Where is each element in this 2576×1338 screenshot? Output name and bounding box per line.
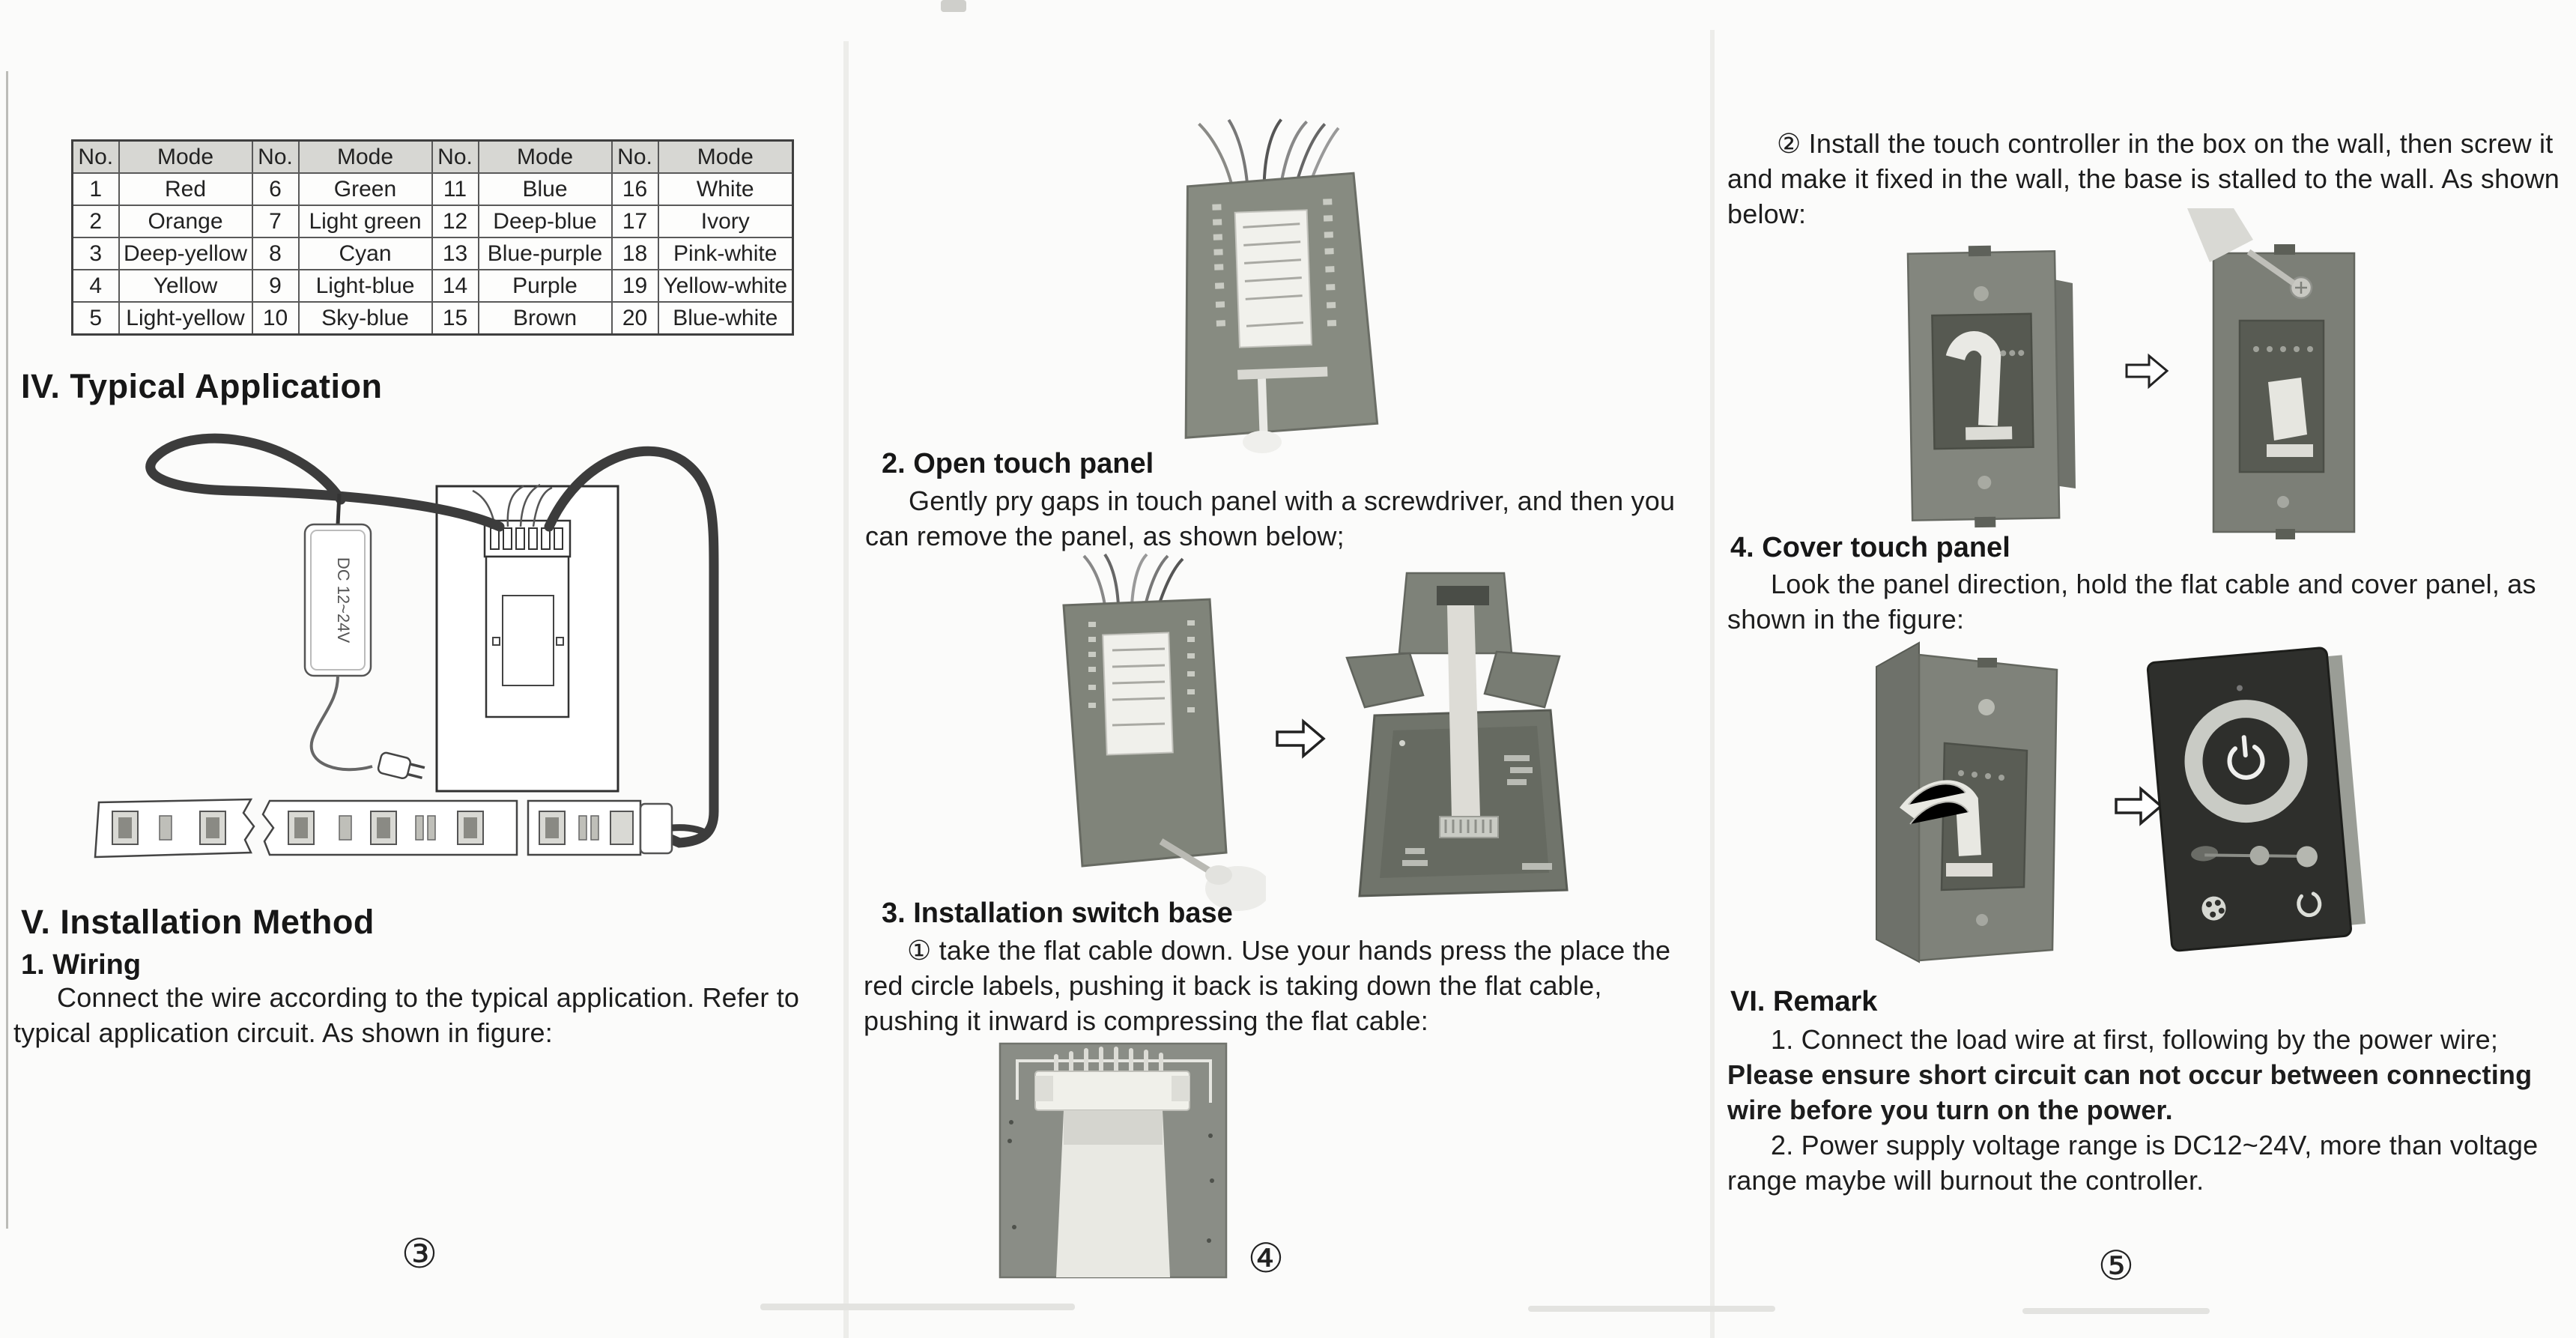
wiring-heading: 1. Wiring	[21, 949, 142, 981]
connector-pins	[1446, 820, 1491, 833]
photo-pry-panel	[1030, 553, 1266, 912]
cable-plug-end	[1243, 431, 1282, 453]
mode-table-cell: Pink-white	[658, 237, 793, 270]
mode-table-cell: Light-blue	[299, 270, 432, 302]
mode-table-cell: Red	[119, 173, 252, 205]
plate-tab-top	[2274, 244, 2295, 255]
screw-hole	[1399, 740, 1405, 746]
screw-hole-bottom	[1976, 914, 1988, 926]
mode-table-cell: 2	[73, 205, 119, 237]
photo-base-angled	[1865, 638, 2079, 975]
remark-heading: VI. Remark	[1730, 986, 1878, 1017]
mode-table-cell: Deep-yellow	[119, 237, 252, 270]
power-plug	[378, 751, 426, 783]
ribbon-shade	[1064, 1110, 1163, 1145]
mode-table-header-cell: No.	[612, 141, 658, 174]
remark-item-1: 1. Connect the load wire at first, following by the power wire;	[1771, 1024, 2499, 1055]
ribbon-connector	[1966, 426, 2012, 440]
table-header-row	[73, 141, 793, 174]
mode-table-cell: 15	[432, 302, 479, 335]
table-row	[73, 237, 793, 270]
page-number-3: ③	[401, 1230, 438, 1277]
page-4	[850, 0, 1712, 1338]
mode-table-cell: 20	[612, 302, 658, 335]
mode-table-cell: Sky-blue	[299, 302, 432, 335]
mode-table-cell: 7	[252, 205, 299, 237]
table-row	[73, 205, 793, 237]
mode-table-cell: Cyan	[299, 237, 432, 270]
screwdriver-handle	[1205, 865, 1232, 885]
mode-table-cell: Deep-blue	[479, 205, 612, 237]
mode-color-table	[71, 139, 794, 336]
mode-table-cell: 4	[73, 270, 119, 302]
lid-wing-left	[1347, 653, 1423, 707]
ribbon-connector	[2267, 444, 2313, 457]
page-number-5: ⑤	[2097, 1242, 2135, 1289]
cover-panel-paragraph: Look the panel direction, hold the flat cable and cover panel, as shown in the figure:	[1727, 569, 2536, 635]
remark-item-2: 2. Power supply voltage range is DC12~24V, more than voltage range maybe will burnout the controller.	[1727, 1130, 2539, 1196]
install-step-paragraph: ② Install the touch controller in the box on the wall, then screw it and make it fixed in the wall, the base is stalled to the wall. As shown below:	[1727, 128, 2560, 229]
lid-wing-right	[1485, 652, 1560, 707]
plate-tab-bottom	[1975, 517, 1995, 527]
mode-table-cell: 11	[432, 173, 479, 205]
ribbon-cable	[2268, 378, 2307, 441]
plate-tab-top	[1978, 658, 1997, 668]
mode-table-cell: 12	[432, 205, 479, 237]
fpc-socket	[1035, 1071, 1189, 1110]
photo-panel-back-wires	[1146, 112, 1401, 453]
lid-slot	[1437, 586, 1489, 605]
wiring-paragraph: Connect the wire according to the typical application. Refer to typical application circuit. As shown in figure:	[13, 982, 800, 1048]
mode-table-cell: Ivory	[658, 205, 793, 237]
mode-table-cell: 9	[252, 270, 299, 302]
mode-table-cell: Blue-white	[658, 302, 793, 335]
mode-table-cell: White	[658, 173, 793, 205]
screw-hole-bottom	[2277, 496, 2289, 508]
photo-base-in-wallbox	[1899, 241, 2097, 533]
mode-table-cell: Blue	[479, 173, 612, 205]
controller-label-area	[503, 596, 554, 685]
table-row	[73, 302, 793, 335]
mode-table-cell: Yellow-white	[658, 270, 793, 302]
mode-table-cell: 17	[612, 205, 658, 237]
switch-base-paragraph: ① take the flat cable down. Use your hands press the place the red circle labels, pushing it back is taking down the flat cable, pushing it inward is compressing the flat cable:	[864, 935, 1671, 1036]
mode-table-header-cell: No.	[252, 141, 299, 174]
mode-table-cell: Green	[299, 173, 432, 205]
socket-latch-left	[1035, 1076, 1053, 1101]
mode-table-header-cell: Mode	[479, 141, 612, 174]
socket-latch-right	[1172, 1076, 1189, 1101]
photo-opened-base	[1333, 569, 1581, 903]
mode-table-header-cell: Mode	[658, 141, 793, 174]
mode-table-cell: Brown	[479, 302, 612, 335]
mode-table-cell: 19	[612, 270, 658, 302]
adapter-label: DC 12~24V	[334, 557, 353, 644]
section-v-heading: V. Installation Method	[21, 903, 375, 941]
table-row	[73, 270, 793, 302]
section-iv-heading: IV. Typical Application	[21, 367, 383, 405]
page-5	[1715, 0, 2576, 1338]
remark-block	[1727, 1022, 2574, 1198]
mode-table-cell: Purple	[479, 270, 612, 302]
mode-table-header-cell: No.	[432, 141, 479, 174]
page-number-4: ④	[1247, 1235, 1285, 1282]
remark-warning: Please ensure short circuit can not occur between connecting wire before you turn on the power.	[1727, 1059, 2533, 1125]
typical-application-diagram	[41, 416, 828, 884]
power-cable	[151, 438, 500, 527]
screw-hole-top	[1978, 699, 1995, 715]
open-panel-paragraph: Gently pry gaps in touch panel with a screwdriver, and then you can remove the panel, as shown below;	[865, 485, 1676, 551]
mode-table-header-cell: Mode	[299, 141, 432, 174]
mode-table-cell: 1	[73, 173, 119, 205]
photo-touch-panel-front	[2131, 641, 2382, 959]
ribbon-connector	[1946, 863, 1992, 877]
mode-table-cell: 5	[73, 302, 119, 335]
mode-table-cell: 8	[252, 237, 299, 270]
mode-table-cell: 13	[432, 237, 479, 270]
switch-base-heading: 3. Installation switch base	[882, 897, 1233, 929]
cover-panel-heading: 4. Cover touch panel	[1730, 532, 2010, 563]
photo-flat-cable-connector	[989, 1040, 1240, 1281]
arrow-right-icon	[1273, 715, 1327, 762]
photo-screw-plate	[2187, 208, 2375, 542]
mode-table-cell: 6	[252, 173, 299, 205]
mode-table-cell: Orange	[119, 205, 252, 237]
power-adapter	[305, 494, 426, 783]
page-3	[0, 0, 850, 1338]
mode-table-cell: 10	[252, 302, 299, 335]
open-panel-heading: 2. Open touch panel	[882, 448, 1154, 479]
white-cable	[1261, 379, 1264, 434]
mode-table-cell: 16	[612, 173, 658, 205]
mode-table-cell: Light green	[299, 205, 432, 237]
mode-table-cell: Light-yellow	[119, 302, 252, 335]
table-row	[73, 173, 793, 205]
mode-table-header-cell: No.	[73, 141, 119, 174]
mode-table-cell: 14	[432, 270, 479, 302]
connection-wires	[1084, 554, 1183, 605]
led-strip	[95, 799, 710, 857]
mode-table-cell: Yellow	[119, 270, 252, 302]
mode-table-cell: 3	[73, 237, 119, 270]
mode-table-header-cell: Mode	[119, 141, 252, 174]
plate-tab-top	[1969, 246, 1991, 257]
pcb-dots	[2000, 350, 2024, 357]
mode-table-cell: 18	[612, 237, 658, 270]
arrow-right-icon	[2124, 351, 2170, 392]
plate-tab-bottom	[2276, 529, 2295, 539]
mode-table-cell: Blue-purple	[479, 237, 612, 270]
